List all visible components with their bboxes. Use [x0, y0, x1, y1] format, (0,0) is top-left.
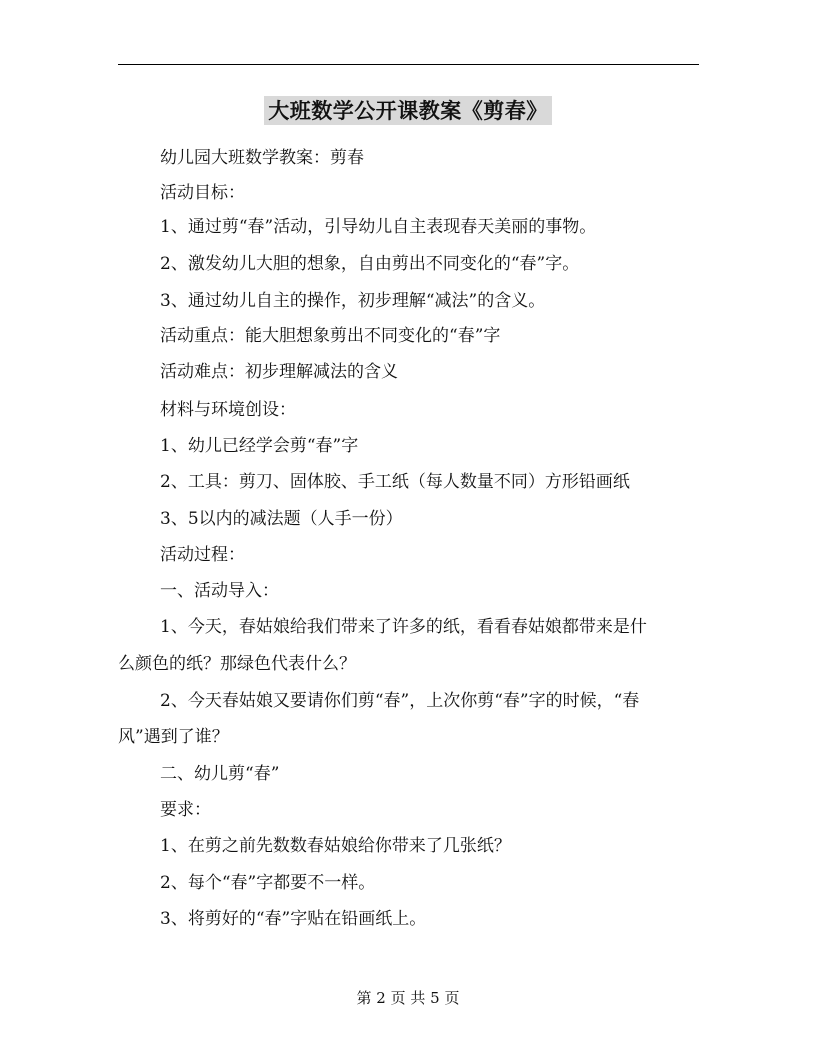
text-line: 3、将剪好的“春”字贴在铅画纸上。 — [160, 909, 427, 929]
text-line: 么颜色的纸？那绿色代表什么？ — [118, 654, 356, 674]
text-line: 3、5以内的减法题（人手一份） — [160, 509, 403, 529]
document-title-wrap — [0, 95, 816, 125]
text-line: 1、幼儿已经学会剪“春”字 — [160, 436, 359, 456]
text-line: 2、激发幼儿大胆的想象，自由剪出不同变化的“春”字。 — [160, 254, 580, 274]
text-line: 2、今天春姑娘又要请你们剪“春”，上次你剪“春”字的时候，“春 — [160, 691, 640, 711]
text-line: 活动过程： — [160, 545, 245, 565]
text-line: 2、每个“春”字都要不一样。 — [160, 873, 376, 893]
text-line: 3、通过幼儿自主的操作，初步理解“减法”的含义。 — [160, 291, 546, 311]
text-line: 要求： — [160, 800, 211, 820]
page-footer: 第 2 页 共 5 页 — [356, 989, 460, 1007]
text-line: 1、今天，春姑娘给我们带来了许多的纸，看看春姑娘都带来是什 — [160, 617, 647, 637]
text-line: 二、幼儿剪“春” — [160, 764, 280, 784]
document-title: 大班数学公开课教案《剪春》 — [264, 96, 552, 125]
text-line: 2、工具：剪刀、固体胶、手工纸（每人数量不同）方形铅画纸 — [160, 472, 630, 492]
text-line: 一、活动导入： — [160, 581, 279, 601]
text-line: 活动难点：初步理解减法的含义 — [160, 362, 398, 382]
header-rule — [118, 64, 699, 65]
text-line: 活动目标： — [160, 183, 245, 203]
text-line: 材料与环境创设： — [160, 400, 296, 420]
text-line: 幼儿园大班数学教案：剪春 — [160, 148, 364, 168]
text-line: 风”遇到了谁？ — [118, 727, 229, 747]
text-line: 1、通过剪“春”活动，引导幼儿自主表现春天美丽的事物。 — [160, 217, 597, 237]
text-line: 1、在剪之前先数数春姑娘给你带来了几张纸？ — [160, 836, 511, 856]
text-line: 活动重点：能大胆想象剪出不同变化的“春”字 — [160, 326, 501, 346]
